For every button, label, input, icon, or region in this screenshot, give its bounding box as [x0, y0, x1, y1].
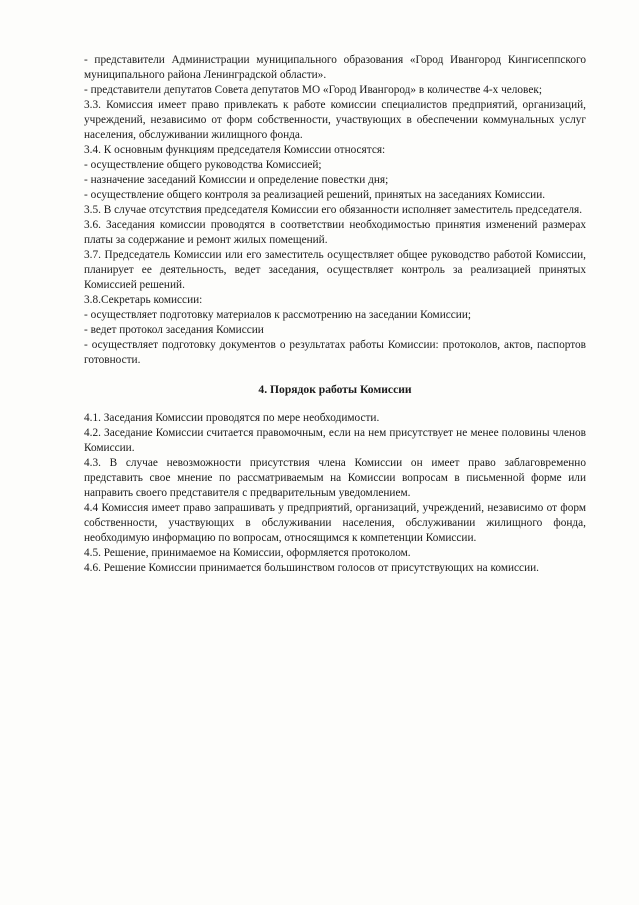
paragraph-representatives-administration: - представители Администрации муниципального образования «Город Ивангород Кингисеппского муниципального района Ленинградской области».	[84, 54, 586, 81]
paragraph-4-5: 4.5. Решение, принимаемое на Комиссии, оформляется протоколом.	[84, 547, 411, 559]
document-content	[84, 53, 586, 576]
list-item-documents: - осуществляет подготовку документов о результатах работы Комиссии: протоколов, актов, паспортов готовности.	[84, 339, 586, 366]
paragraph-4-2: 4.2. Заседание Комиссии считается правомочным, если на нем присутствует не менее половины членов Комиссии.	[84, 427, 586, 454]
paragraph-representatives-deputies: - представители депутатов Совета депутатов МО «Город Ивангород» в количестве 4-х человек;	[84, 84, 542, 96]
section-heading: 4. Порядок работы Комиссии	[258, 383, 412, 396]
paragraph-4-1: 4.1. Заседания Комиссии проводятся по мере необходимости.	[84, 412, 380, 424]
paragraph-4-6: 4.6. Решение Комиссии принимается большинством голосов от присутствующих на комиссии.	[84, 562, 539, 574]
paragraph-4-3: 4.3. В случае невозможности присутствия члена Комиссии он имеет право заблаговременно представить свое мнение по рассматриваемым на Комиссии вопросам в письменной форме или направить своего представителя с предварительным уведомлением.	[84, 457, 586, 499]
list-item-general-management: - осуществление общего руководства Комиссией;	[84, 159, 322, 171]
paragraph-3-3: 3.3. Комиссия имеет право привлекать к работе комиссии специалистов предприятий, организаций, учреждений, независимо от форм собственности, участвующих в обеспечении коммунальных услуг населения, обслуживании жилищного фонда.	[84, 99, 586, 141]
paragraph-3-8: 3.8.Секретарь комиссии:	[84, 294, 203, 306]
paragraph-3-7: 3.7. Председатель Комиссии или его заместитель осуществляет общее руководство работой Комиссии, планирует ее деятельность, ведет заседания, осуществляет контроль за реализацией принятых Комиссией решений.	[84, 249, 586, 291]
paragraph-4-4: 4.4 Комиссия имеет право запрашивать у предприятий, организаций, учреждений, независимо от форм собственности, участвующих в обслуживании населения, обслуживании жилищного фонда, необходимую информацию по вопросам, относящимся к компетенции Комиссии.	[84, 502, 586, 544]
paragraph-3-6: 3.6. Заседания комиссии проводятся в соответствии необходимостью принятия изменений размерах платы за содержание и ремонт жилых помещений.	[84, 219, 586, 246]
paragraph-3-5: 3.5. В случае отсутствия председателя Комиссии его обязанности исполняет заместитель председателя.	[84, 204, 583, 216]
paragraph-3-4: 3.4. К основным функциям председателя Комиссии относятся:	[84, 144, 386, 156]
list-item-minutes: - ведет протокол заседания Комиссии	[84, 324, 264, 336]
list-item-general-control: - осуществление общего контроля за реализацией решений, принятых на заседаниях Комиссии.	[84, 189, 546, 201]
list-item-meetings-agenda: - назначение заседаний Комиссии и определение повестки дня;	[84, 174, 389, 186]
list-item-preparing-materials: - осуществляет подготовку материалов к рассмотрению на заседании Комиссии;	[84, 309, 472, 321]
